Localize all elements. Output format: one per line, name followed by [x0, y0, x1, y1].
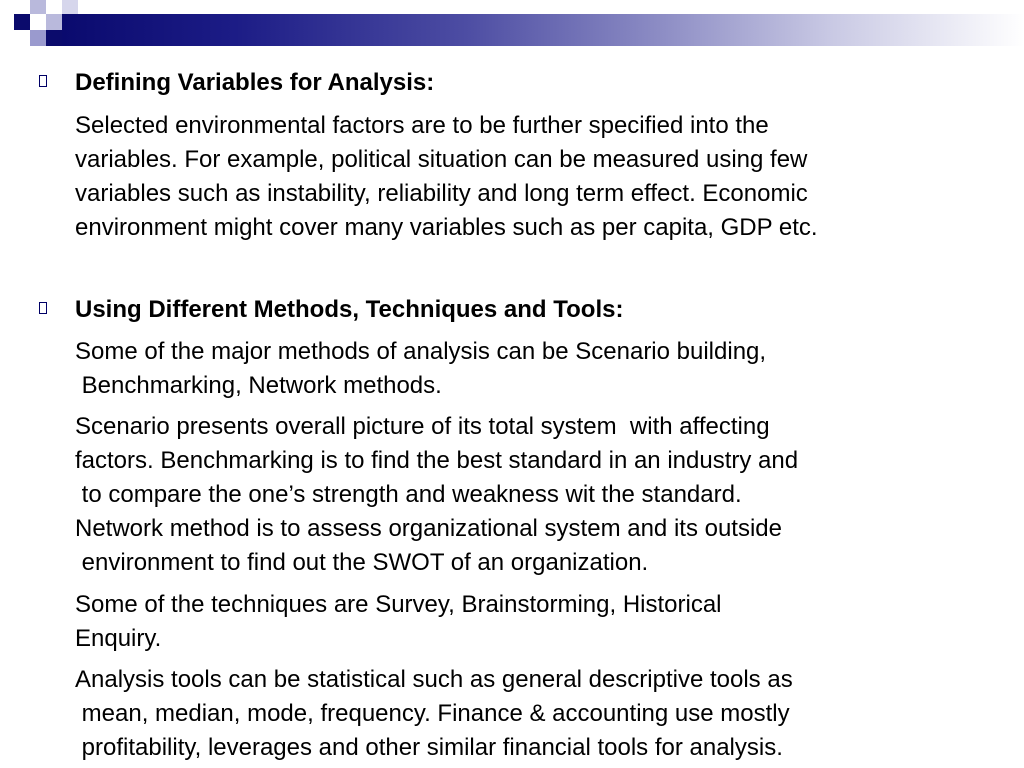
body-line: variables. For example, political situation can be measured using few	[75, 146, 808, 173]
decorative-square	[46, 30, 62, 46]
bullet-icon	[39, 302, 47, 314]
body-line: Scenario presents overall picture of its total system with affecting	[75, 413, 770, 440]
decorative-square	[14, 14, 30, 30]
body-line: Some of the major methods of analysis can be Scenario building,	[75, 338, 767, 365]
decorative-square	[46, 14, 62, 30]
body-line: Enquiry.	[75, 625, 162, 652]
section-heading: Defining Variables for Analysis:	[75, 69, 435, 96]
body-line: variables such as instability, reliability and long term effect. Economic	[75, 180, 808, 207]
body-line: environment to find out the SWOT of an organization.	[75, 549, 649, 576]
header-gradient-bar	[62, 14, 1024, 46]
decorative-square	[30, 0, 46, 14]
body-line: Analysis tools can be statistical such as general descriptive tools as	[75, 666, 793, 693]
body-line: mean, median, mode, frequency. Finance & accounting use mostly	[75, 700, 790, 727]
bullet-icon	[39, 75, 47, 87]
body-line: Some of the techniques are Survey, Brainstorming, Historical	[75, 591, 722, 618]
decorative-square	[62, 0, 78, 14]
body-line: profitability, leverages and other similar financial tools for analysis.	[75, 734, 783, 761]
body-line: Benchmarking, Network methods.	[75, 372, 442, 399]
body-line: Selected environmental factors are to be further specified into the	[75, 112, 769, 139]
body-line: factors. Benchmarking is to find the best standard in an industry and	[75, 447, 799, 474]
decorative-square	[30, 30, 46, 46]
body-line: Network method is to assess organizational system and its outside	[75, 515, 783, 542]
body-line: environment might cover many variables such as per capita, GDP etc.	[75, 214, 818, 241]
body-line: to compare the one’s strength and weakness wit the standard.	[75, 481, 742, 508]
section-heading: Using Different Methods, Techniques and Tools:	[75, 296, 624, 323]
